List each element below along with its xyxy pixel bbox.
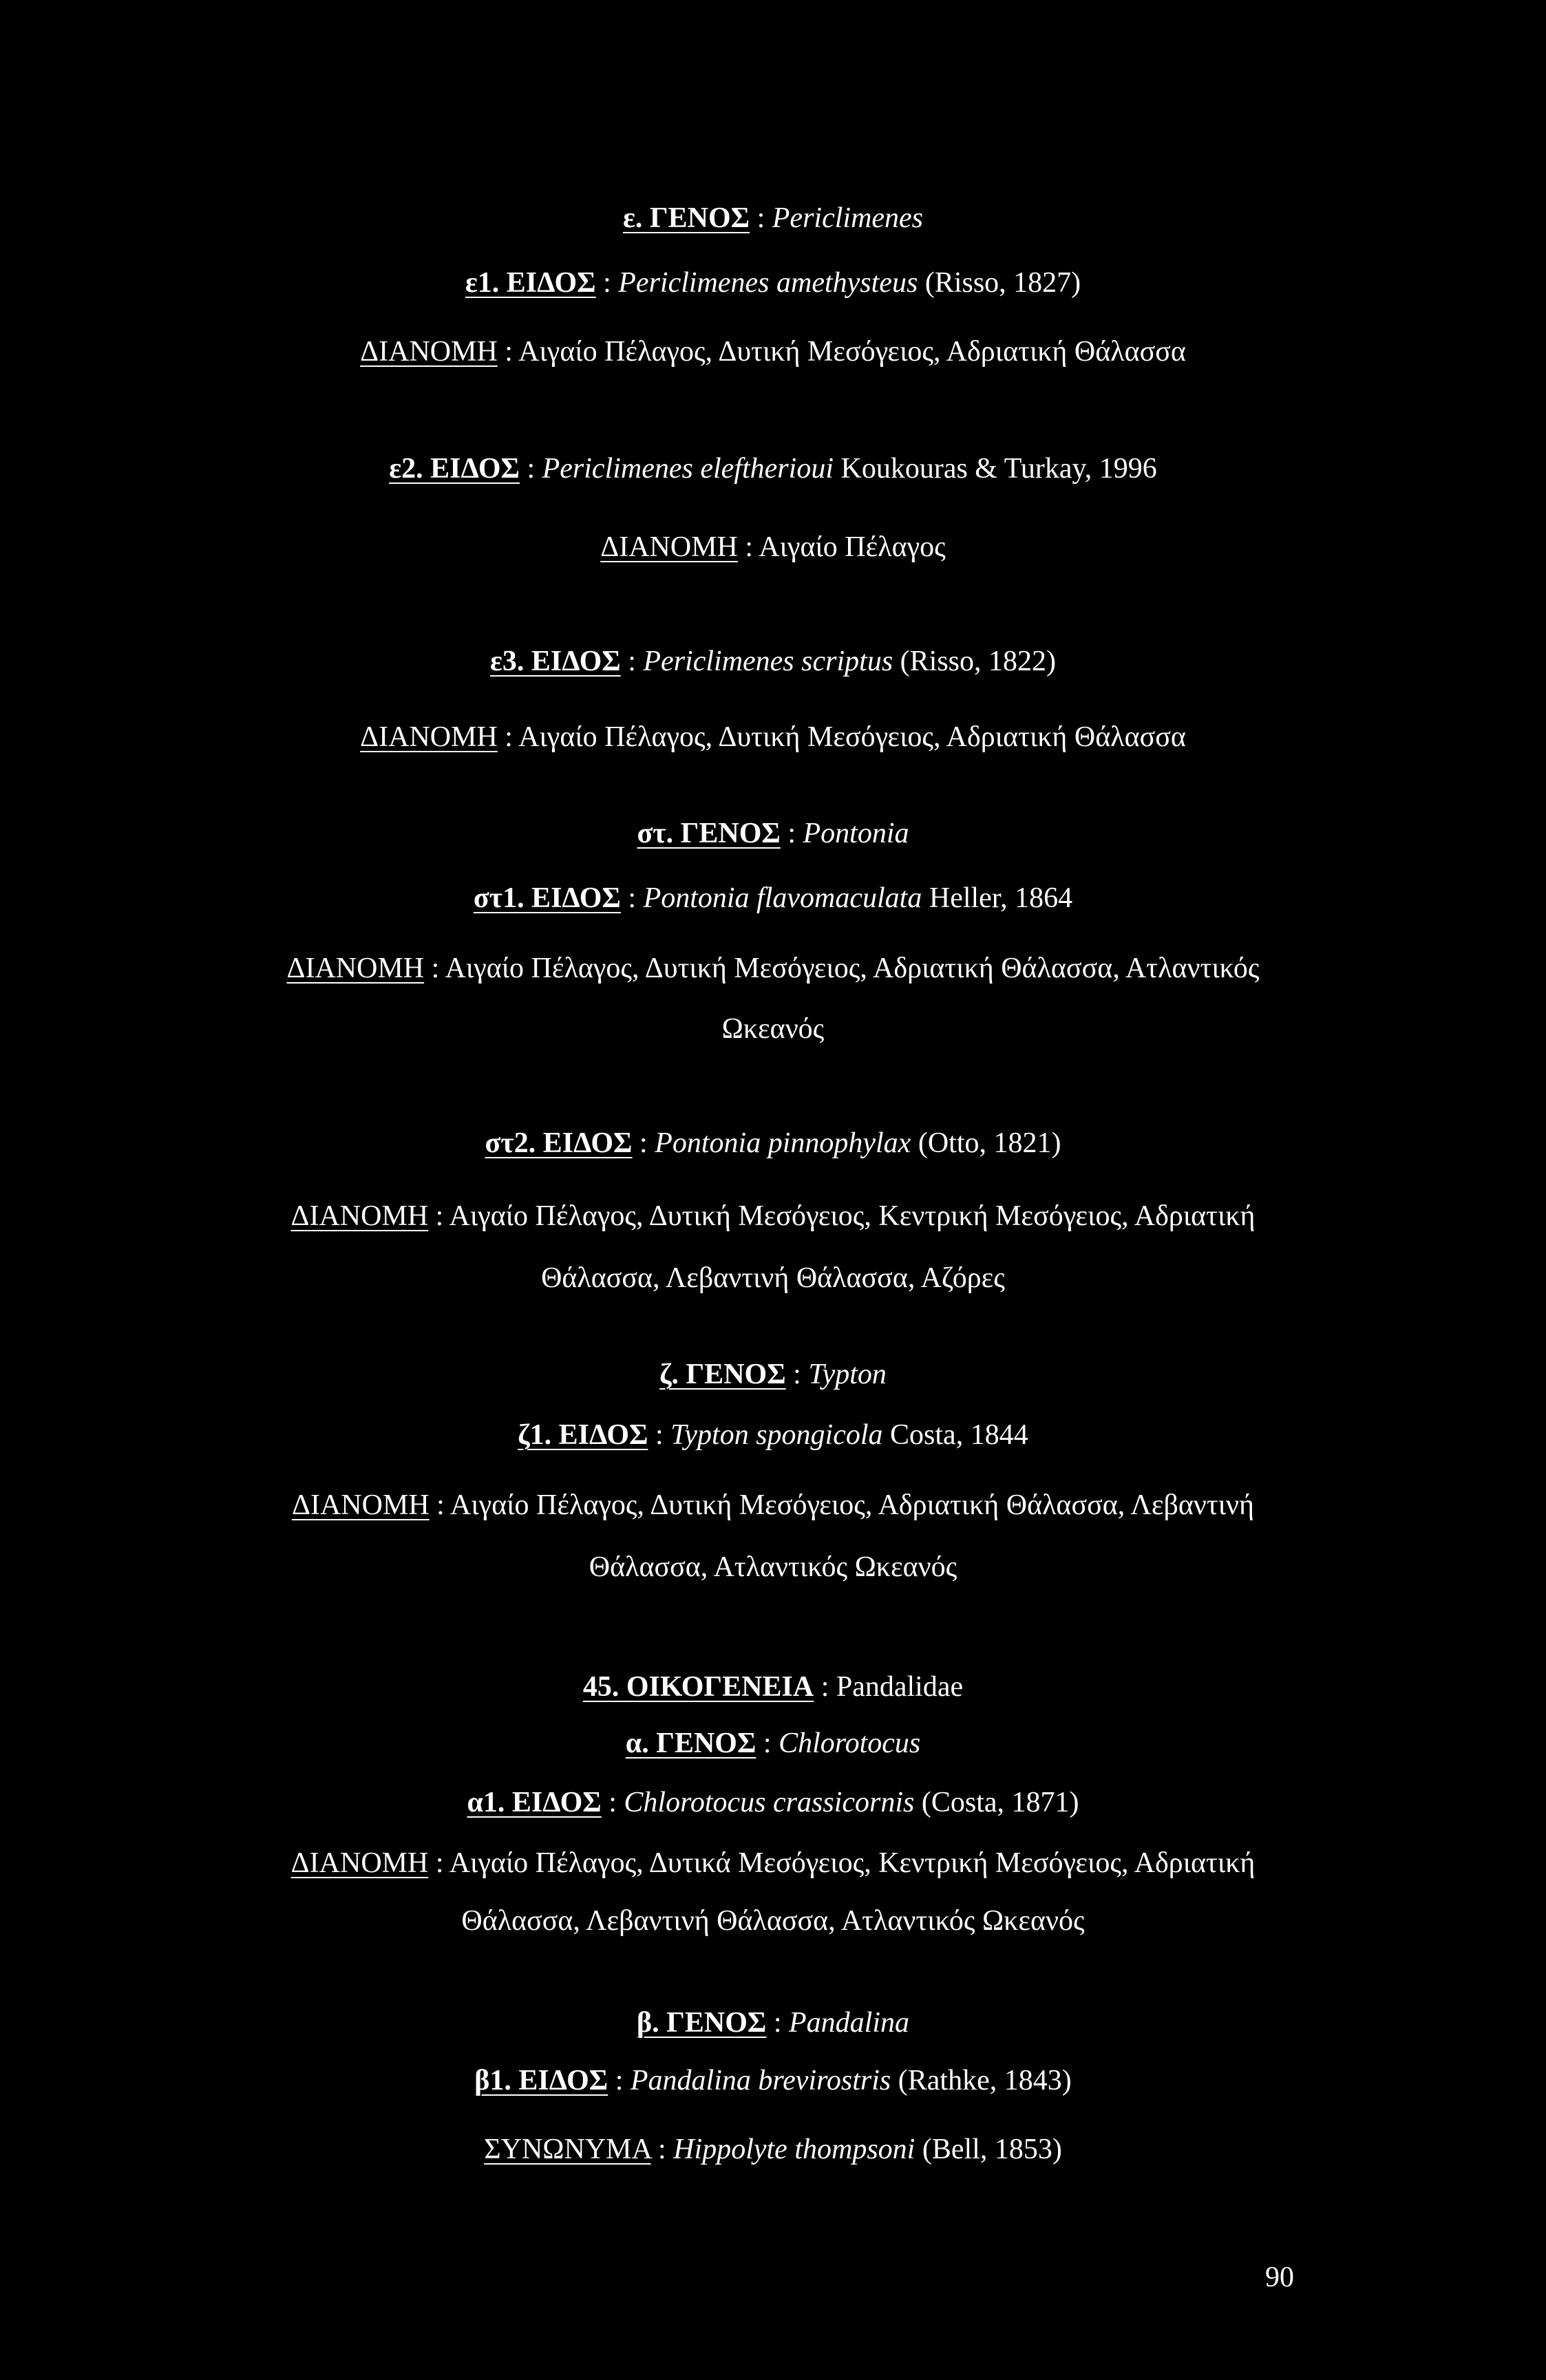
label: ΔΙΑΝΟΜΗ — [286, 953, 425, 984]
genus-heading — [0, 2008, 1546, 2037]
label: στ. ΓΕΝΟΣ — [637, 818, 781, 849]
separator: : — [497, 336, 519, 368]
separator: : — [780, 818, 803, 849]
label: ΣΥΝΩΝΥΜΑ — [484, 2134, 651, 2165]
genus-heading — [0, 1729, 1546, 1758]
taxon-name: Pandalina brevirostris — [630, 2065, 891, 2096]
text: (Risso, 1827) — [918, 267, 1081, 299]
genus-heading — [0, 204, 1546, 233]
species-heading — [0, 647, 1546, 676]
separator: : — [497, 721, 519, 753]
separator: : — [429, 1489, 451, 1521]
text: Costa, 1844 — [882, 1419, 1028, 1451]
species-heading — [0, 2066, 1546, 2095]
label: ΔΙΑΝΟΜΗ — [360, 721, 498, 753]
separator: : — [785, 1359, 809, 1390]
label: ε2. ΕΙΔΟΣ — [389, 453, 520, 485]
taxon-name: Chlorotocus — [779, 1728, 921, 1759]
separator: : — [428, 1847, 449, 1879]
distribution-line — [0, 1202, 1546, 1231]
distribution-line — [0, 954, 1546, 983]
taxon-name: Periclimenes — [772, 202, 924, 234]
text: Αιγαίο Πέλαγος — [759, 531, 946, 563]
separator: : — [766, 2007, 789, 2039]
species-heading — [0, 1788, 1546, 1817]
species-heading — [0, 268, 1546, 297]
separator: : — [608, 2065, 631, 2096]
genus-heading — [0, 1360, 1546, 1389]
taxon-name: Pontonia pinnophylax — [655, 1127, 911, 1159]
label: 45. ΟΙΚΟΓΕΝΕΙΑ — [582, 1671, 814, 1703]
text: (Rathke, 1843) — [891, 2065, 1072, 2096]
label: ΔΙΑΝΟΜΗ — [360, 336, 498, 368]
separator: : — [632, 1127, 655, 1159]
label: β1. ΕΙΔΟΣ — [474, 2065, 608, 2096]
taxon-name: Typton spongicola — [670, 1419, 883, 1451]
label: στ2. ΕΙΔΟΣ — [485, 1127, 633, 1159]
text: (Risso, 1822) — [893, 646, 1057, 677]
label: ε1. ΕΙΔΟΣ — [465, 267, 596, 299]
separator: : — [814, 1671, 836, 1703]
text: (Bell, 1853) — [915, 2134, 1062, 2165]
taxon-name: Periclimenes eleftherioui — [542, 453, 834, 485]
text: Αιγαίο Πέλαγος, Δυτική Μεσόγειος, Αδριατική Θάλασσα, Ατλαντικός — [445, 953, 1260, 984]
text: Pandalidae — [836, 1671, 964, 1703]
label: ζ. ΓΕΝΟΣ — [659, 1359, 786, 1390]
taxon-name: Periclimenes amethysteus — [618, 267, 918, 299]
genus-heading — [0, 819, 1546, 848]
separator: : — [519, 453, 542, 485]
label: α. ΓΕΝΟΣ — [625, 1728, 756, 1759]
label: ΔΙΑΝΟΜΗ — [600, 531, 738, 563]
separator: : — [756, 1728, 779, 1759]
distribution-line — [0, 1491, 1546, 1520]
text: Koukouras & Turkay, 1996 — [834, 453, 1157, 485]
label: ΔΙΑΝΟΜΗ — [290, 1847, 429, 1879]
label: ζ1. ΕΙΔΟΣ — [518, 1419, 648, 1451]
taxon-name: Typton — [808, 1359, 887, 1390]
label: ΔΙΑΝΟΜΗ — [291, 1489, 430, 1521]
distribution-line — [0, 723, 1546, 752]
label: στ1. ΕΙΔΟΣ — [473, 882, 621, 914]
separator: : — [648, 1419, 671, 1451]
species-heading — [0, 884, 1546, 913]
separator: : — [620, 646, 644, 677]
distribution-continuation — [0, 1014, 1546, 1043]
taxon-name: Pandalina — [789, 2007, 909, 2039]
distribution-continuation — [0, 1553, 1546, 1582]
text: Αιγαίο Πέλαγος, Δυτική Μεσόγειος, Αδριατική Θάλασσα, Λεβαντινή — [450, 1489, 1254, 1521]
text: Αιγαίο Πέλαγος, Δυτική Μεσόγειος, Κεντρική Μεσόγειος, Αδριατική — [449, 1200, 1256, 1232]
distribution-continuation — [0, 1264, 1546, 1293]
separator: : — [595, 267, 619, 299]
text: Ωκεανός — [721, 1013, 825, 1045]
page-number: 90 — [1265, 2262, 1294, 2293]
taxon-name: Pontonia — [803, 818, 909, 849]
taxon-name: Pontonia flavomaculata — [643, 882, 922, 914]
label: β. ΓΕΝΟΣ — [637, 2007, 767, 2039]
separator: : — [650, 2134, 674, 2165]
text: Θάλασσα, Λεβαντινή Θάλασσα, Ατλαντικός Ωκεανός — [461, 1905, 1085, 1937]
text: Αιγαίο Πέλαγος, Δυτικά Μεσόγειος, Κεντρική Μεσόγειος, Αδριατική — [449, 1847, 1256, 1879]
label: ε. ΓΕΝΟΣ — [622, 202, 750, 234]
distribution-line — [0, 533, 1546, 562]
family-heading — [0, 1672, 1546, 1701]
text: (Costa, 1871) — [914, 1787, 1079, 1818]
taxon-name: Hippolyte thompsoni — [673, 2134, 915, 2165]
text: (Otto, 1821) — [911, 1127, 1061, 1159]
separator: : — [737, 531, 759, 563]
text: Αιγαίο Πέλαγος, Δυτική Μεσόγειος, Αδριατική Θάλασσα — [518, 721, 1186, 753]
text: Θάλασσα, Ατλαντικός Ωκεανός — [589, 1551, 957, 1583]
taxon-name: Periclimenes scriptus — [643, 646, 893, 677]
label: ε3. ΕΙΔΟΣ — [489, 646, 621, 677]
separator: : — [601, 1787, 624, 1818]
text: Heller, 1864 — [922, 882, 1073, 914]
separator: : — [750, 202, 772, 234]
taxon-name: Chlorotocus crassicornis — [624, 1787, 915, 1818]
species-heading — [0, 1129, 1546, 1158]
text: Αιγαίο Πέλαγος, Δυτική Μεσόγειος, Αδριατική Θάλασσα — [518, 336, 1186, 368]
text: Θάλασσα, Λεβαντινή Θάλασσα, Αζόρες — [541, 1262, 1005, 1294]
separator: : — [428, 1200, 449, 1232]
distribution-line — [0, 1849, 1546, 1878]
species-heading — [0, 454, 1546, 483]
separator: : — [620, 882, 644, 914]
synonym-line — [0, 2135, 1546, 2164]
distribution-line — [0, 337, 1546, 366]
distribution-continuation — [0, 1906, 1546, 1935]
species-heading — [0, 1421, 1546, 1449]
label: α1. ΕΙΔΟΣ — [467, 1787, 602, 1818]
label: ΔΙΑΝΟΜΗ — [290, 1200, 429, 1232]
separator: : — [424, 953, 445, 984]
